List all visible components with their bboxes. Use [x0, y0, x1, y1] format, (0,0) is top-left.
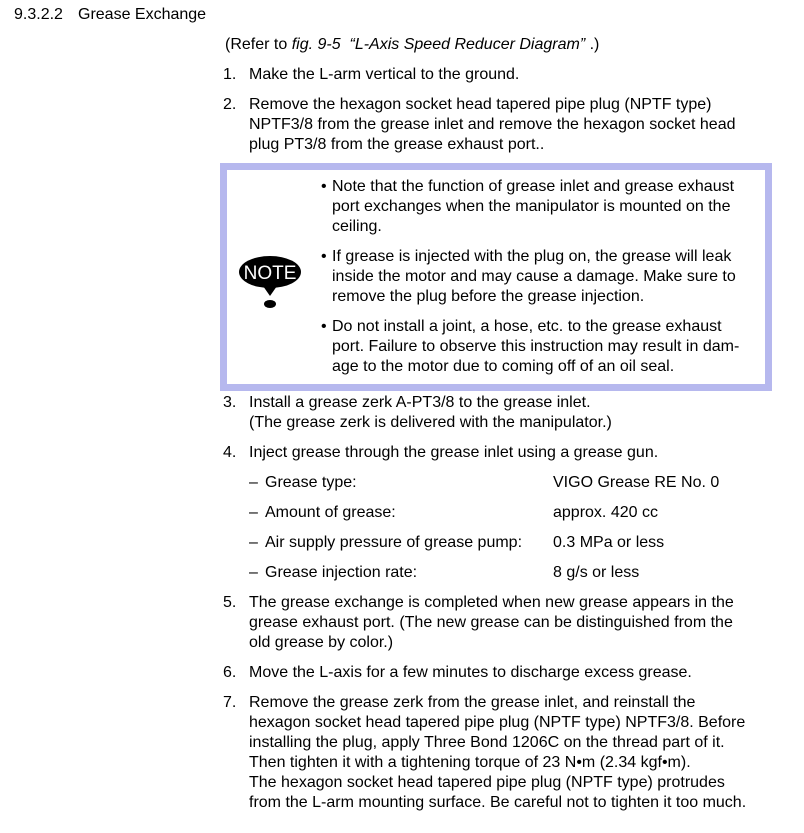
step-number: 3.	[223, 394, 237, 411]
step-line: The hexagon socket head tapered pipe plug (NPTF type) protrudes	[249, 774, 725, 791]
figure-reference	[225, 35, 599, 55]
step-text	[249, 663, 781, 683]
note-item	[321, 177, 757, 237]
dash: –	[249, 504, 258, 521]
bullet: •	[321, 178, 327, 195]
note-line: remove the plug before the grease injection.	[332, 288, 645, 305]
step-text	[249, 593, 781, 653]
step-line: Remove the hexagon socket head tapered pipe plug (NPTF type)	[249, 96, 712, 113]
note-line: age to the motor due to coming off of an oil seal.	[332, 358, 675, 375]
note-line: Do not install a joint, a hose, etc. to the grease exhaust	[332, 318, 722, 335]
reference-suffix: .)	[585, 36, 600, 53]
spec-label: Grease type:	[265, 474, 357, 491]
bullet: •	[321, 318, 327, 335]
note-line: ceiling.	[332, 218, 382, 235]
note-line: inside the motor and may cause a damage. Make sure to	[332, 268, 736, 285]
step-line: hexagon socket head tapered pipe plug (NPTF type) NPTF3/8. Before	[249, 714, 746, 731]
figure-link[interactable]: fig. 9-5	[291, 36, 341, 53]
note-item	[321, 247, 757, 307]
step-number: 2.	[223, 96, 237, 113]
note-icon	[235, 250, 305, 310]
step-line: Install a grease zerk A-PT3/8 to the grease inlet.	[249, 394, 591, 411]
step-line: from the L-arm mounting surface. Be careful not to tighten it too much.	[249, 794, 747, 811]
step-line: Inject grease through the grease inlet using a grease gun.	[249, 444, 659, 461]
reference-prefix: (Refer to	[225, 36, 292, 53]
spec-label: Air supply pressure of grease pump:	[265, 534, 523, 551]
step-line: grease exhaust port. (The new grease can be distinguished from the	[249, 614, 733, 631]
dash: –	[249, 534, 258, 551]
note-item	[321, 317, 757, 377]
note-line: port exchanges when the manipulator is mounted on the	[332, 198, 731, 215]
spec-value: 0.3 MPa or less	[553, 534, 665, 551]
note-box	[220, 163, 772, 391]
spec-value: 8 g/s or less	[553, 564, 640, 581]
step-line: The grease exchange is completed when new grease appears in the	[249, 594, 734, 611]
note-line: port. Failure to observe this instruction may result in dam-	[332, 338, 740, 355]
figure-title: “L-Axis Speed Reducer Diagram”	[349, 36, 586, 53]
step-number: 5.	[223, 594, 237, 611]
bullet: •	[321, 248, 327, 265]
step-line: Make the L-arm vertical to the ground.	[249, 66, 520, 83]
section-number: 9.3.2.2	[14, 6, 63, 23]
step-number: 1.	[223, 66, 237, 83]
dash: –	[249, 564, 258, 581]
dash: –	[249, 474, 258, 491]
step-line: Then tighten it with a tightening torque of 23 N•m (2.34 kgf•m).	[249, 754, 691, 771]
step-line: NPTF3/8 from the grease inlet and remove the hexagon socket head	[249, 116, 736, 133]
step-line: (The grease zerk is delivered with the manipulator.)	[249, 414, 612, 431]
step-number: 4.	[223, 444, 237, 461]
step-line: plug PT3/8 from the grease exhaust port..	[249, 136, 545, 153]
step-number: 7.	[223, 694, 237, 711]
section-title: Grease Exchange	[78, 6, 207, 23]
spec-label: Amount of grease:	[265, 504, 396, 521]
step-line: installing the plug, apply Three Bond 1206C on the thread part of it.	[249, 734, 725, 751]
step-line: Remove the grease zerk from the grease inlet, and reinstall the	[249, 694, 696, 711]
spec-value: approx. 420 cc	[553, 504, 658, 521]
step-line: Move the L-axis for a few minutes to discharge excess grease.	[249, 664, 692, 681]
step-number: 6.	[223, 664, 237, 681]
step-text	[249, 443, 781, 463]
note-line: Note that the function of grease inlet and grease exhaust	[332, 178, 735, 195]
step-text	[249, 65, 781, 85]
step-text	[249, 693, 781, 813]
section-heading	[14, 5, 206, 25]
step-text	[249, 95, 781, 155]
step-text	[249, 393, 781, 433]
spec-value: VIGO Grease RE No. 0	[553, 474, 720, 491]
note-icon-label: NOTE	[243, 263, 297, 284]
step-line: old grease by color.)	[249, 634, 394, 651]
spec-label: Grease injection rate:	[265, 564, 418, 581]
note-items	[321, 177, 757, 387]
note-line: If grease is injected with the plug on, the grease will leak	[332, 248, 732, 265]
